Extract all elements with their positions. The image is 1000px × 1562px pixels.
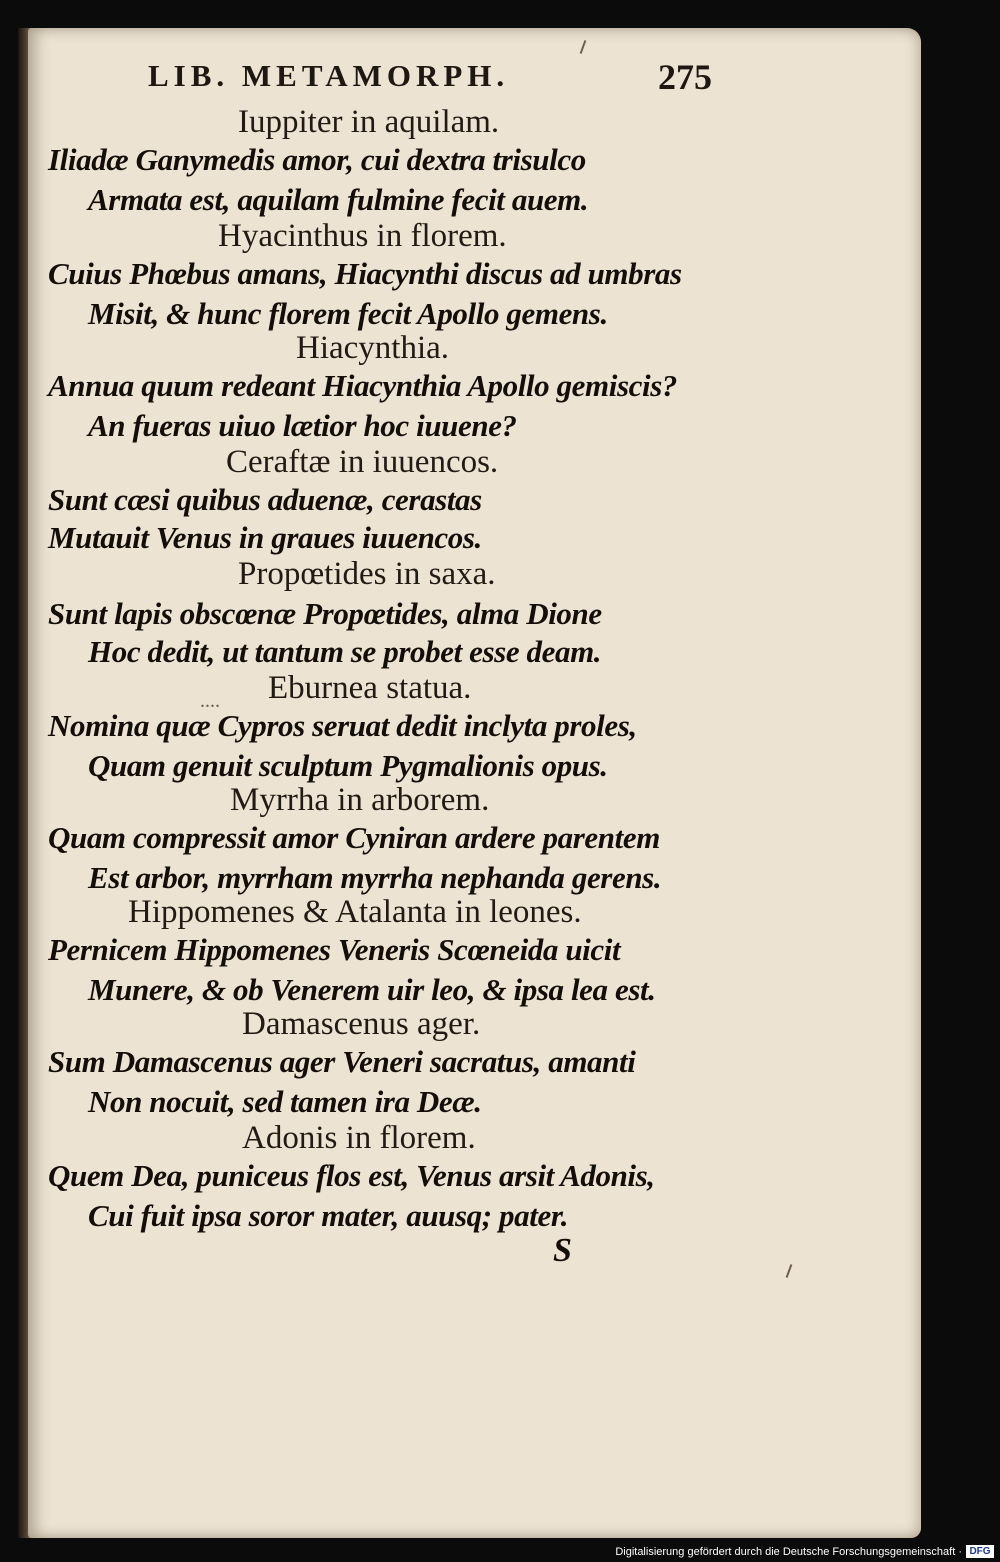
verse-line: Quam compressit amor Cyniran ardere parentem (48, 820, 660, 855)
section-heading: Adonis in florem. (242, 1120, 476, 1156)
verse-line: Mutauit Venus in graues iuuencos. (48, 520, 482, 555)
verse-line: Misit, & hunc florem fecit Apollo gemens. (88, 296, 608, 331)
verse-line: Pernicem Hippomenes Veneris Scœneida uicit (48, 932, 621, 967)
section-heading: Hyacinthus in florem. (218, 218, 507, 254)
running-head: LIB. METAMORPH. (148, 58, 510, 93)
section-heading: Propœtides in saxa. (238, 556, 496, 592)
verse-line: Hoc dedit, ut tantum se probet esse deam. (88, 634, 602, 669)
verse-line: Munere, & ob Venerem uir leo, & ipsa lea est. (88, 972, 656, 1007)
verse-line: Armata est, aquilam fulmine fecit auem. (88, 182, 589, 217)
section-heading: Damascenus ager. (242, 1006, 481, 1042)
verse-line: Iliadæ Ganymedis amor, cui dextra trisulco (48, 142, 586, 177)
digitization-credit: Digitalisierung gefördert durch die Deutsche Forschungsgemeinschaft · (615, 1546, 962, 1558)
verse-line: An fueras uiuo lætior hoc iuuene? (88, 408, 517, 443)
section-heading: Iuppiter in aquilam. (238, 104, 500, 140)
verse-line: Non nocuit, sed tamen ira Deæ. (88, 1084, 482, 1119)
verse-line: Est arbor, myrrham myrrha nephanda gerens. (88, 860, 662, 895)
verse-line: Nomina quæ Cypros seruat dedit inclyta proles, (48, 708, 637, 743)
dfg-logo: DFG (966, 1545, 994, 1558)
verse-line: Cui fuit ipsa soror mater, auusq; pater. (88, 1198, 569, 1233)
section-heading: Myrrha in arborem. (230, 782, 490, 818)
page-number: 275 (658, 57, 712, 97)
verse-line: Sunt lapis obscœnæ Propœtides, alma Dione (48, 596, 602, 631)
section-heading: Eburnea statua. (268, 670, 472, 706)
verse-line: Annua quum redeant Hiacynthia Apollo gemiscis? (48, 368, 677, 403)
section-heading: Hippomenes & Atalanta in leones. (128, 894, 582, 930)
verse-line: Sunt cæsi quibus aduenæ, cerastas (48, 482, 482, 517)
verse-line: Quam genuit sculptum Pygmalionis opus. (88, 748, 608, 783)
verse-line: Quem Dea, puniceus flos est, Venus arsit Adonis, (48, 1158, 655, 1193)
section-heading: Ceraftæ in iuuencos. (226, 444, 499, 480)
signature-mark: S (553, 1232, 572, 1269)
verse-line: Sum Damascenus ager Veneri sacratus, amanti (48, 1044, 636, 1079)
verse-line: Cuius Phœbus amans, Hiacynthi discus ad umbras (48, 256, 682, 291)
faint-dots: .... (200, 690, 220, 712)
section-heading: Hiacynthia. (296, 330, 450, 366)
